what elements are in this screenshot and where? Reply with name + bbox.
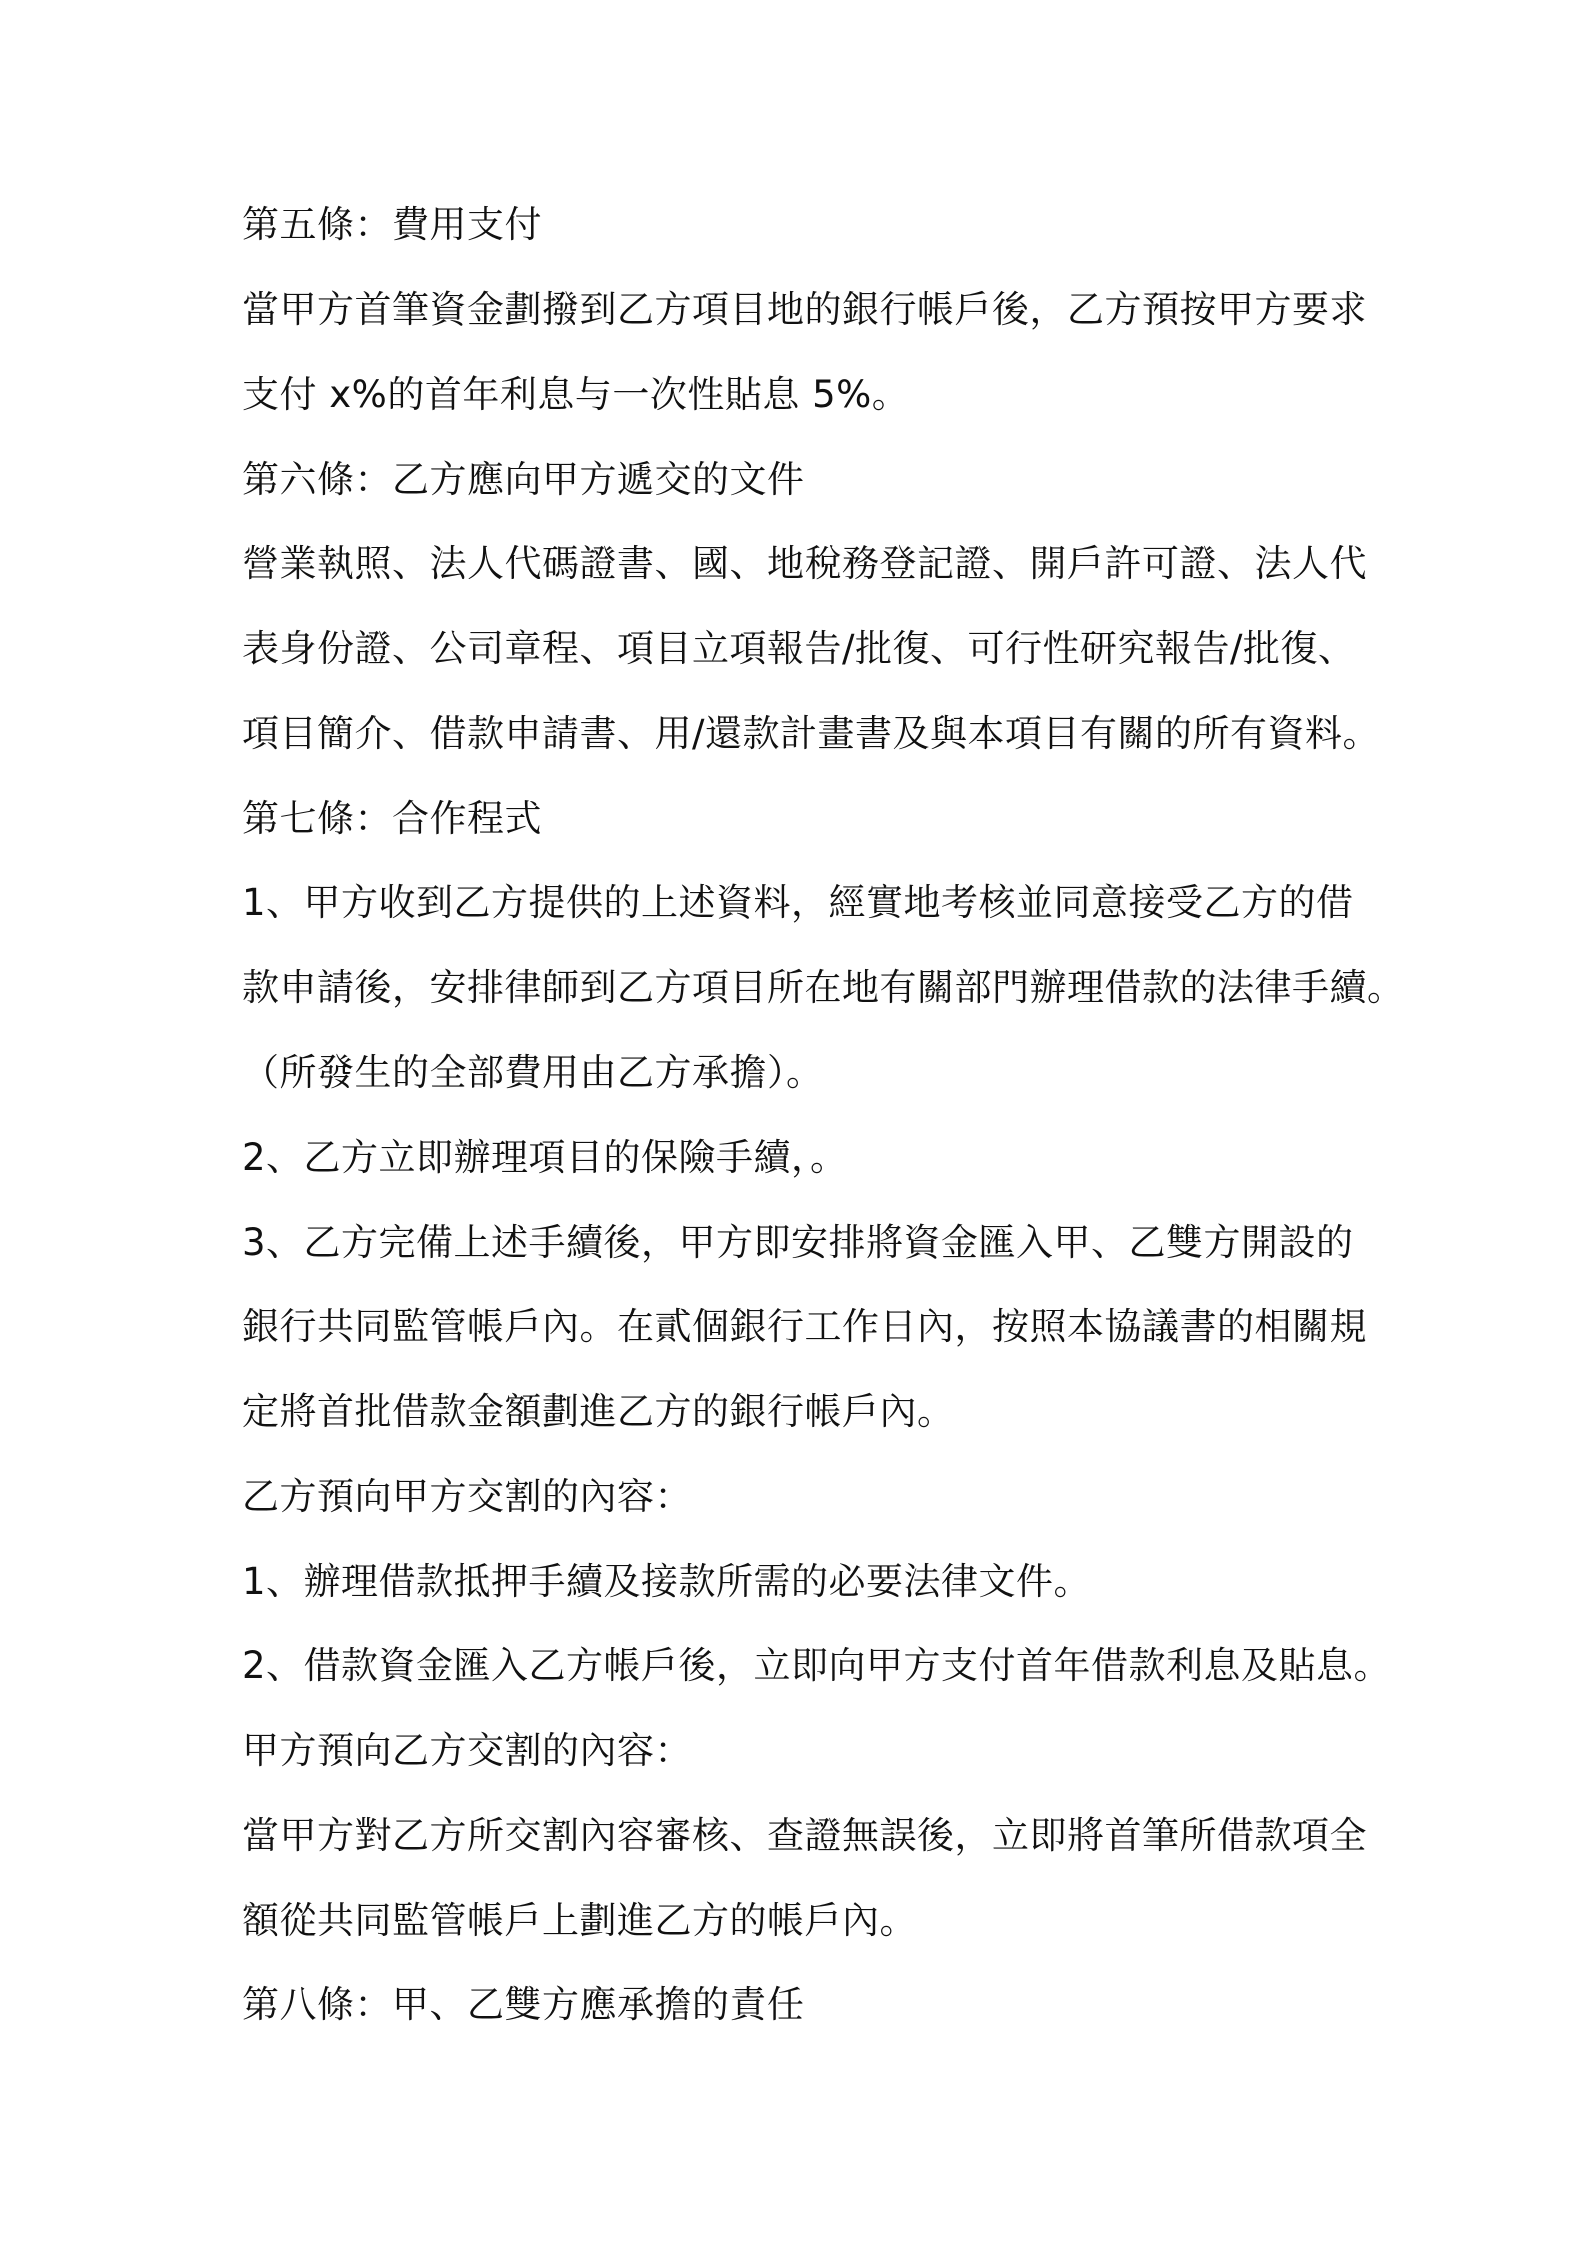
article-6-paragraph-line-3: 項目簡介、借款申請書、用/還款計畫書及與本項目有關的所有資料。 bbox=[242, 712, 1380, 755]
party-a-deliverable-line-2: 額從共同監管帳戶上劃進乙方的帳戶內。 bbox=[242, 1899, 917, 1942]
article-7-item-2: 2、乙方立即辦理項目的保險手續，。 bbox=[242, 1136, 848, 1179]
party-b-deliverable-2: 2、借款資金匯入乙方帳戶後，立即向甲方支付首年借款利息及貼息。 bbox=[242, 1644, 1392, 1687]
article-7-item-1-line-3: （所發生的全部費用由乙方承擔）。 bbox=[242, 1051, 824, 1094]
article-5-heading: 第五條：費用支付 bbox=[242, 203, 542, 246]
article-6-paragraph-line-1: 營業執照、法人代碼證書、國、地稅務登記證、開戶許可證、法人代 bbox=[242, 542, 1367, 585]
article-8-heading: 第八條：甲、乙雙方應承擔的責任 bbox=[242, 1983, 805, 2026]
party-a-deliverables-heading: 甲方預向乙方交割的內容： bbox=[242, 1729, 692, 1772]
party-b-deliverable-1: 1、辦理借款抵押手續及接款所需的必要法律文件。 bbox=[242, 1560, 1092, 1603]
article-7-item-3-line-1: 3、乙方完備上述手續後，甲方即安排將資金匯入甲、乙雙方開設的 bbox=[242, 1221, 1354, 1264]
article-7-heading: 第七條：合作程式 bbox=[242, 797, 542, 840]
article-6-paragraph-line-2: 表身份證、公司章程、項目立項報告/批復、可行性研究報告/批復、 bbox=[242, 627, 1356, 670]
article-7-item-3-line-2: 銀行共同監管帳戶內。在貳個銀行工作日內，按照本協議書的相關規 bbox=[242, 1305, 1367, 1348]
article-6-heading: 第六條：乙方應向甲方遞交的文件 bbox=[242, 458, 805, 501]
party-b-deliverables-heading: 乙方預向甲方交割的內容： bbox=[242, 1475, 692, 1518]
article-5-paragraph-line-1: 當甲方首筆資金劃撥到乙方項目地的銀行帳戶後，乙方預按甲方要求 bbox=[242, 288, 1367, 331]
article-5-paragraph-line-2: 支付 x%的首年利息与一次性貼息 5%。 bbox=[242, 373, 910, 416]
party-a-deliverable-line-1: 當甲方對乙方所交割內容審核、查證無誤後，立即將首筆所借款項全 bbox=[242, 1814, 1367, 1857]
article-7-item-1-line-1: 1、甲方收到乙方提供的上述資料，經實地考核並同意接受乙方的借 bbox=[242, 881, 1354, 924]
article-7-item-3-line-3: 定將首批借款金額劃進乙方的銀行帳戶內。 bbox=[242, 1390, 955, 1433]
article-7-item-1-line-2: 款申請後，安排律師到乙方項目所在地有關部門辦理借款的法律手續。 bbox=[242, 966, 1405, 1009]
